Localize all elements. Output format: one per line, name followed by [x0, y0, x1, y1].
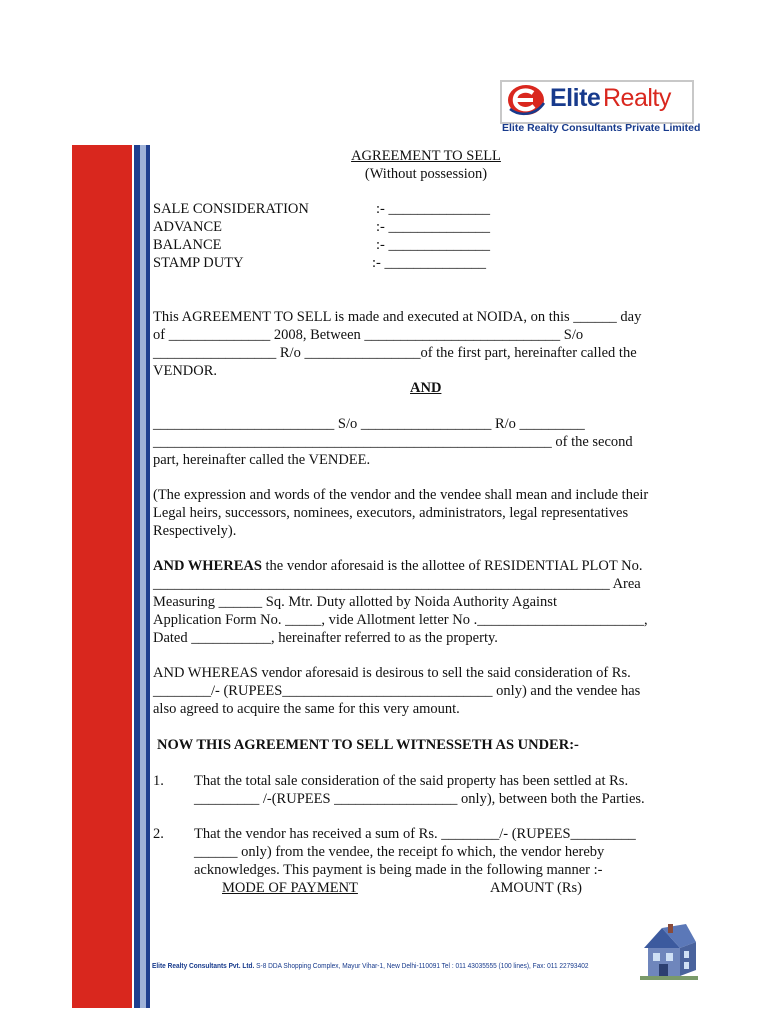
para1-line: of ______________ 2008, Between ___________________________ S/o [153, 327, 584, 343]
para3-line: Respectively). [153, 523, 237, 539]
para3-line: Legal heirs, successors, nominees, executors, administrators, legal representatives [153, 505, 629, 521]
para5-line: ________/- (RUPEES_____________________________ only) and the vendee has [153, 683, 641, 699]
para1-line: _________________ R/o ________________of the first part, hereinafter called the [153, 345, 637, 361]
para4-line: Application Form No. _____, vide Allotment letter No ._______________________, [153, 612, 648, 628]
clause-line: ______ only) from the vendee, the receipt fo which, the vendor hereby [194, 844, 605, 860]
field-label-balance: BALANCE [153, 237, 222, 253]
clause-line: _________ /-(RUPEES _________________ only), between both the Parties. [194, 791, 645, 807]
decorative-blue-stripe-thin [146, 145, 150, 1008]
para1-line: This AGREEMENT TO SELL is made and executed at NOIDA, on this ______ day [153, 309, 642, 325]
witness-heading: NOW THIS AGREEMENT TO SELL WITNESSETH AS UNDER:- [157, 737, 579, 753]
and-heading: AND [410, 380, 442, 396]
document-title: AGREEMENT TO SELL [351, 148, 501, 164]
field-value-sale-consideration: :- ______________ [376, 201, 490, 217]
field-value-stamp-duty: :- ______________ [372, 255, 486, 271]
field-value-balance: :- ______________ [376, 237, 490, 253]
para3-line: (The expression and words of the vendor and the vendee shall mean and include their [153, 487, 649, 503]
clause-number: 1. [153, 773, 164, 789]
field-label-advance: ADVANCE [153, 219, 223, 235]
para4-line: Measuring ______ Sq. Mtr. Duty allotted by Noida Authority Against [153, 594, 557, 610]
clause-line: That the total sale consideration of the said property has been settled at Rs. [194, 773, 629, 789]
para4-first-line [153, 557, 642, 575]
house-icon [638, 920, 700, 982]
footer-contact: S-8 DDA Shopping Complex, Mayur Vihar-1, New Delhi-110091 Tel : 011 43035555 (100 lines), Fax: 011 22793402 [256, 961, 589, 970]
para4-line: the vendor aforesaid is the allottee of RESIDENTIAL PLOT No. [261, 558, 643, 574]
footer-address [152, 961, 588, 970]
para5-line: also agreed to acquire the same for this very amount. [153, 701, 460, 717]
para1-line: VENDOR. [153, 363, 218, 379]
elite-e-icon [506, 83, 546, 117]
para2-line: _________________________ S/o __________________ R/o _________ [153, 416, 585, 432]
para2-line: _______________________________________________________ of the second [153, 434, 633, 450]
clause-line: acknowledges. This payment is being made in the following manner :- [194, 862, 603, 878]
para5-line: AND WHEREAS vendor aforesaid is desirous to sell the said consideration of Rs. [153, 665, 631, 681]
field-label-sale-consideration: SALE CONSIDERATION [153, 201, 309, 217]
field-label-stamp-duty: STAMP DUTY [153, 255, 244, 271]
clause-number: 2. [153, 826, 164, 842]
decorative-red-stripe [72, 145, 132, 1008]
document-subtitle: (Without possession) [364, 166, 488, 182]
and-whereas-bold: AND WHEREAS [153, 558, 262, 574]
payment-mode-heading: MODE OF PAYMENT [222, 880, 358, 896]
field-value-advance: :- ______________ [376, 219, 490, 235]
para4-line: Dated ___________, hereinafter referred to as the property. [153, 630, 498, 646]
footer-company: Elite Realty Consultants Pvt. Ltd. [152, 961, 255, 970]
logo-word-elite: Elite [550, 84, 601, 112]
para4-line: _______________________________________________________________ Area [153, 576, 641, 592]
payment-amount-heading: AMOUNT (Rs) [490, 880, 582, 896]
para2-line: part, hereinafter called the VENDEE. [153, 452, 371, 468]
logo-word-realty: Realty [603, 84, 671, 112]
logo-subtitle: Elite Realty Consultants Private Limited [502, 122, 701, 134]
clause-line: That the vendor has received a sum of Rs. ________/- (RUPEES_________ [194, 826, 636, 842]
